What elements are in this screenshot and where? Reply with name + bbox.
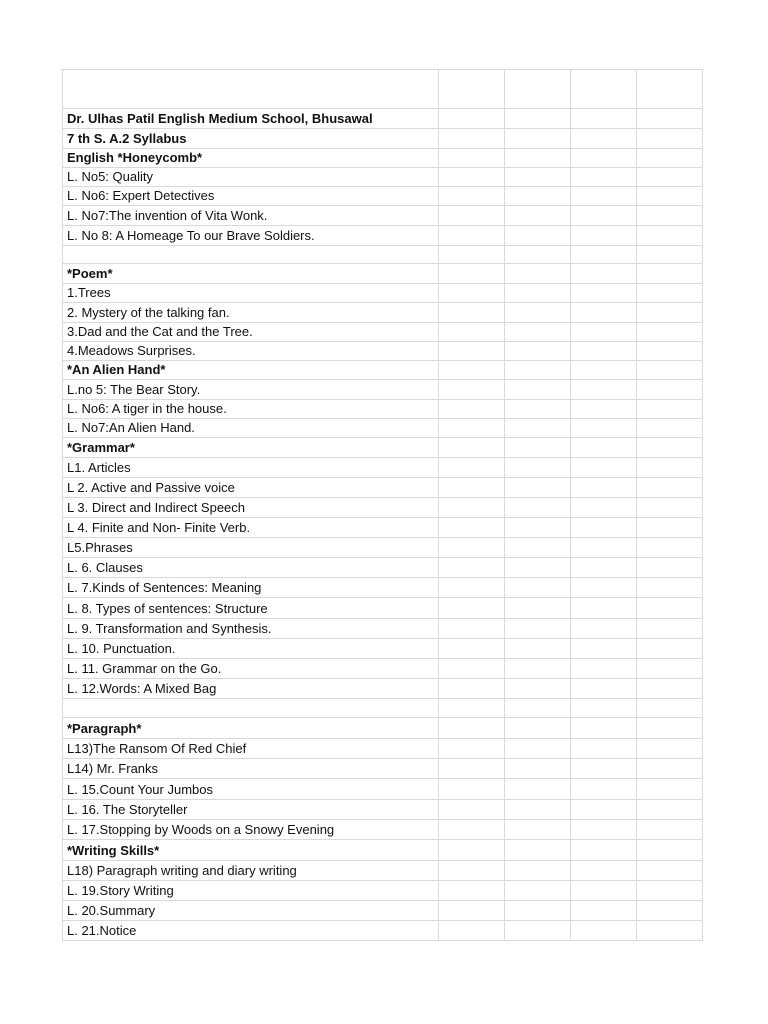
empty-cell[interactable] [439, 518, 505, 538]
empty-cell[interactable] [505, 458, 571, 478]
empty-cell[interactable] [439, 284, 505, 303]
empty-cell[interactable] [637, 129, 703, 149]
empty-cell[interactable] [637, 739, 703, 759]
empty-cell[interactable] [439, 246, 505, 264]
sheet-row [63, 380, 703, 400]
syllabus-cell[interactable]: L. No7:The invention of Vita Wonk. [63, 206, 439, 226]
syllabus-cell[interactable]: L 3. Direct and Indirect Speech [63, 498, 439, 518]
empty-cell[interactable] [571, 639, 637, 659]
sheet-row [63, 168, 703, 187]
syllabus-cell[interactable]: *Grammar* [63, 438, 439, 458]
sheet-row [63, 109, 703, 129]
syllabus-cell[interactable]: L 2. Active and Passive voice [63, 478, 439, 498]
empty-cell[interactable] [571, 226, 637, 246]
sheet-row [63, 264, 703, 284]
empty-cell[interactable] [637, 498, 703, 518]
empty-cell[interactable] [505, 498, 571, 518]
empty-cell[interactable] [637, 187, 703, 206]
empty-cell[interactable] [439, 380, 505, 400]
syllabus-cell[interactable]: L. No6: A tiger in the house. [63, 400, 439, 419]
syllabus-cell[interactable]: L14) Mr. Franks [63, 759, 439, 779]
empty-cell[interactable] [571, 284, 637, 303]
sheet-row [63, 149, 703, 168]
sheet-row [63, 419, 703, 438]
syllabus-cell[interactable]: L 4. Finite and Non- Finite Verb. [63, 518, 439, 538]
empty-cell[interactable] [571, 187, 637, 206]
empty-cell[interactable] [439, 558, 505, 578]
empty-cell[interactable] [505, 759, 571, 779]
empty-cell[interactable] [637, 820, 703, 840]
empty-cell[interactable] [637, 779, 703, 800]
empty-cell[interactable] [637, 598, 703, 619]
empty-cell[interactable] [571, 619, 637, 639]
syllabus-cell[interactable]: L. No 8: A Homeage To our Brave Soldiers. [63, 226, 439, 246]
sheet-row [63, 323, 703, 342]
sheet-row [63, 759, 703, 779]
empty-cell[interactable] [505, 718, 571, 739]
empty-cell[interactable] [439, 323, 505, 342]
empty-cell[interactable] [439, 419, 505, 438]
sheet-row [63, 342, 703, 361]
empty-cell[interactable] [505, 598, 571, 619]
empty-cell[interactable] [637, 264, 703, 284]
sheet-row [63, 458, 703, 478]
sheet-row [63, 558, 703, 578]
empty-cell[interactable] [571, 419, 637, 438]
empty-cell[interactable] [505, 800, 571, 820]
sheet-row [63, 478, 703, 498]
sheet-row [63, 881, 703, 901]
empty-cell[interactable] [571, 901, 637, 921]
sheet-row [63, 498, 703, 518]
empty-cell[interactable] [637, 70, 703, 109]
sheet-row [63, 70, 703, 109]
empty-cell[interactable] [571, 598, 637, 619]
empty-cell[interactable] [637, 458, 703, 478]
empty-cell[interactable] [637, 639, 703, 659]
sheet-row [63, 400, 703, 419]
empty-cell[interactable] [637, 558, 703, 578]
sheet-row [63, 361, 703, 380]
sheet-row [63, 538, 703, 558]
empty-cell[interactable] [637, 478, 703, 498]
syllabus-cell[interactable]: 1.Trees [63, 284, 439, 303]
syllabus-cell[interactable] [63, 246, 439, 264]
syllabus-cell[interactable]: L. 12.Words: A Mixed Bag [63, 679, 439, 699]
empty-cell[interactable] [505, 246, 571, 264]
empty-cell[interactable] [505, 659, 571, 679]
sheet-body [63, 70, 703, 941]
empty-cell[interactable] [505, 538, 571, 558]
empty-cell[interactable] [505, 901, 571, 921]
empty-cell[interactable] [571, 478, 637, 498]
empty-cell[interactable] [637, 206, 703, 226]
empty-cell[interactable] [439, 901, 505, 921]
empty-cell[interactable] [637, 438, 703, 458]
empty-cell[interactable] [439, 187, 505, 206]
sheet-row [63, 718, 703, 739]
syllabus-cell[interactable]: 7 th S. A.2 Syllabus [63, 129, 439, 149]
empty-cell[interactable] [571, 206, 637, 226]
empty-cell[interactable] [637, 659, 703, 679]
empty-cell[interactable] [571, 921, 637, 941]
sheet-row [63, 284, 703, 303]
empty-cell[interactable] [637, 246, 703, 264]
empty-cell[interactable] [439, 718, 505, 739]
syllabus-cell[interactable]: L. 15.Count Your Jumbos [63, 779, 439, 800]
empty-cell[interactable] [505, 284, 571, 303]
empty-cell[interactable] [505, 226, 571, 246]
sheet-row [63, 187, 703, 206]
empty-cell[interactable] [571, 458, 637, 478]
empty-cell[interactable] [505, 303, 571, 323]
empty-cell[interactable] [439, 538, 505, 558]
empty-cell[interactable] [505, 578, 571, 598]
empty-cell[interactable] [637, 361, 703, 380]
empty-cell[interactable] [571, 380, 637, 400]
empty-cell[interactable] [439, 400, 505, 419]
empty-cell[interactable] [637, 619, 703, 639]
sheet-row [63, 578, 703, 598]
empty-cell[interactable] [505, 187, 571, 206]
syllabus-cell[interactable]: L. 9. Transformation and Synthesis. [63, 619, 439, 639]
empty-cell[interactable] [505, 380, 571, 400]
empty-cell[interactable] [439, 129, 505, 149]
sheet-row [63, 699, 703, 718]
empty-cell[interactable] [505, 558, 571, 578]
syllabus-cell[interactable]: *Writing Skills* [63, 840, 439, 861]
empty-cell[interactable] [637, 284, 703, 303]
syllabus-cell[interactable]: L. 6. Clauses [63, 558, 439, 578]
syllabus-cell[interactable]: 2. Mystery of the talking fan. [63, 303, 439, 323]
empty-cell[interactable] [505, 699, 571, 718]
empty-cell[interactable] [439, 881, 505, 901]
empty-cell[interactable] [505, 820, 571, 840]
syllabus-cell[interactable]: *An Alien Hand* [63, 361, 439, 380]
empty-cell[interactable] [571, 303, 637, 323]
syllabus-cell[interactable]: 3.Dad and the Cat and the Tree. [63, 323, 439, 342]
empty-cell[interactable] [505, 861, 571, 881]
empty-cell[interactable] [505, 518, 571, 538]
syllabus-cell[interactable]: L. 19.Story Writing [63, 881, 439, 901]
empty-cell[interactable] [571, 861, 637, 881]
empty-cell[interactable] [571, 168, 637, 187]
empty-cell[interactable] [637, 800, 703, 820]
empty-cell[interactable] [637, 881, 703, 901]
sheet-row [63, 206, 703, 226]
empty-cell[interactable] [439, 168, 505, 187]
empty-cell[interactable] [637, 718, 703, 739]
empty-cell[interactable] [439, 361, 505, 380]
syllabus-cell[interactable] [63, 699, 439, 718]
sheet-row [63, 619, 703, 639]
empty-cell[interactable] [505, 739, 571, 759]
empty-cell[interactable] [439, 800, 505, 820]
syllabus-cell[interactable]: English *Honeycomb* [63, 149, 439, 168]
empty-cell[interactable] [439, 70, 505, 109]
empty-cell[interactable] [505, 438, 571, 458]
empty-cell[interactable] [571, 70, 637, 109]
syllabus-cell[interactable]: L. 8. Types of sentences: Structure [63, 598, 439, 619]
empty-cell[interactable] [505, 129, 571, 149]
syllabus-cell[interactable]: L. No5: Quality [63, 168, 439, 187]
syllabus-cell[interactable]: L1. Articles [63, 458, 439, 478]
empty-cell[interactable] [637, 901, 703, 921]
empty-cell[interactable] [505, 400, 571, 419]
empty-cell[interactable] [505, 149, 571, 168]
sheet-row [63, 303, 703, 323]
empty-cell[interactable] [439, 639, 505, 659]
empty-cell[interactable] [439, 679, 505, 699]
empty-cell[interactable] [637, 226, 703, 246]
empty-cell[interactable] [637, 400, 703, 419]
syllabus-cell[interactable]: L. No7:An Alien Hand. [63, 419, 439, 438]
empty-cell[interactable] [505, 109, 571, 129]
empty-cell[interactable] [505, 679, 571, 699]
empty-cell[interactable] [571, 840, 637, 861]
empty-cell[interactable] [637, 861, 703, 881]
empty-cell[interactable] [571, 246, 637, 264]
empty-cell[interactable] [439, 840, 505, 861]
syllabus-cell[interactable]: L13)The Ransom Of Red Chief [63, 739, 439, 759]
empty-cell[interactable] [571, 779, 637, 800]
sheet-row [63, 246, 703, 264]
empty-cell[interactable] [505, 206, 571, 226]
syllabus-cell[interactable]: L5.Phrases [63, 538, 439, 558]
empty-cell[interactable] [637, 538, 703, 558]
syllabus-cell[interactable] [63, 70, 439, 109]
empty-cell[interactable] [439, 478, 505, 498]
empty-cell[interactable] [571, 129, 637, 149]
empty-cell[interactable] [571, 558, 637, 578]
syllabus-cell[interactable]: Dr. Ulhas Patil English Medium School, Bhusawal [63, 109, 439, 129]
empty-cell[interactable] [439, 820, 505, 840]
sheet-row [63, 438, 703, 458]
empty-cell[interactable] [439, 458, 505, 478]
sheet-row [63, 861, 703, 881]
empty-cell[interactable] [505, 168, 571, 187]
empty-cell[interactable] [439, 438, 505, 458]
empty-cell[interactable] [439, 739, 505, 759]
empty-cell[interactable] [439, 759, 505, 779]
empty-cell[interactable] [571, 820, 637, 840]
syllabus-cell[interactable]: L. 7.Kinds of Sentences: Meaning [63, 578, 439, 598]
empty-cell[interactable] [571, 109, 637, 129]
sheet-row [63, 800, 703, 820]
empty-cell[interactable] [571, 739, 637, 759]
empty-cell[interactable] [571, 264, 637, 284]
empty-cell[interactable] [637, 109, 703, 129]
sheet-row [63, 226, 703, 246]
empty-cell[interactable] [571, 800, 637, 820]
empty-cell[interactable] [571, 881, 637, 901]
syllabus-cell[interactable]: L.no 5: The Bear Story. [63, 380, 439, 400]
empty-cell[interactable] [439, 226, 505, 246]
empty-cell[interactable] [571, 342, 637, 361]
empty-cell[interactable] [505, 342, 571, 361]
empty-cell[interactable] [505, 639, 571, 659]
empty-cell[interactable] [571, 149, 637, 168]
sheet-row [63, 659, 703, 679]
empty-cell[interactable] [571, 718, 637, 739]
syllabus-cell[interactable]: L. No6: Expert Detectives [63, 187, 439, 206]
empty-cell[interactable] [571, 323, 637, 342]
empty-cell[interactable] [571, 699, 637, 718]
sheet-row [63, 779, 703, 800]
empty-cell[interactable] [637, 342, 703, 361]
empty-cell[interactable] [439, 303, 505, 323]
empty-cell[interactable] [505, 264, 571, 284]
sheet-row [63, 739, 703, 759]
empty-cell[interactable] [571, 659, 637, 679]
empty-cell[interactable] [439, 149, 505, 168]
empty-cell[interactable] [439, 598, 505, 619]
syllabus-cell[interactable]: 4.Meadows Surprises. [63, 342, 439, 361]
empty-cell[interactable] [439, 699, 505, 718]
empty-cell[interactable] [571, 538, 637, 558]
empty-cell[interactable] [505, 70, 571, 109]
sheet-row [63, 598, 703, 619]
empty-cell[interactable] [439, 109, 505, 129]
empty-cell[interactable] [571, 438, 637, 458]
empty-cell[interactable] [637, 578, 703, 598]
sheet-row [63, 518, 703, 538]
empty-cell[interactable] [505, 840, 571, 861]
empty-cell[interactable] [505, 619, 571, 639]
empty-cell[interactable] [637, 419, 703, 438]
syllabus-cell[interactable]: L. 16. The Storyteller [63, 800, 439, 820]
empty-cell[interactable] [505, 361, 571, 380]
sheet-row [63, 901, 703, 921]
sheet-row [63, 639, 703, 659]
empty-cell[interactable] [571, 361, 637, 380]
syllabus-cell[interactable]: L. 20.Summary [63, 901, 439, 921]
empty-cell[interactable] [439, 779, 505, 800]
empty-cell[interactable] [571, 498, 637, 518]
syllabus-cell[interactable]: L. 21.Notice [63, 921, 439, 941]
empty-cell[interactable] [505, 881, 571, 901]
syllabus-cell[interactable]: L18) Paragraph writing and diary writing [63, 861, 439, 881]
empty-cell[interactable] [637, 679, 703, 699]
empty-cell[interactable] [571, 578, 637, 598]
sheet-row [63, 840, 703, 861]
empty-cell[interactable] [439, 659, 505, 679]
empty-cell[interactable] [637, 840, 703, 861]
empty-cell[interactable] [637, 699, 703, 718]
empty-cell[interactable] [637, 149, 703, 168]
empty-cell[interactable] [505, 323, 571, 342]
empty-cell[interactable] [439, 498, 505, 518]
empty-cell[interactable] [439, 206, 505, 226]
empty-cell[interactable] [637, 921, 703, 941]
empty-cell[interactable] [571, 518, 637, 538]
empty-cell[interactable] [637, 759, 703, 779]
syllabus-sheet [62, 69, 703, 941]
empty-cell[interactable] [439, 921, 505, 941]
empty-cell[interactable] [439, 578, 505, 598]
empty-cell[interactable] [439, 619, 505, 639]
sheet-row [63, 820, 703, 840]
sheet-row [63, 921, 703, 941]
empty-cell[interactable] [571, 759, 637, 779]
empty-cell[interactable] [505, 779, 571, 800]
syllabus-cell[interactable]: L. 17.Stopping by Woods on a Snowy Evening [63, 820, 439, 840]
empty-cell[interactable] [439, 342, 505, 361]
sheet-row [63, 129, 703, 149]
empty-cell[interactable] [637, 323, 703, 342]
empty-cell[interactable] [571, 400, 637, 419]
empty-cell[interactable] [439, 264, 505, 284]
empty-cell[interactable] [637, 168, 703, 187]
syllabus-cell[interactable]: *Paragraph* [63, 718, 439, 739]
empty-cell[interactable] [637, 380, 703, 400]
syllabus-cell[interactable]: L. 10. Punctuation. [63, 639, 439, 659]
empty-cell[interactable] [505, 419, 571, 438]
syllabus-cell[interactable]: *Poem* [63, 264, 439, 284]
empty-cell[interactable] [439, 861, 505, 881]
empty-cell[interactable] [637, 518, 703, 538]
empty-cell[interactable] [571, 679, 637, 699]
sheet-row [63, 679, 703, 699]
empty-cell[interactable] [505, 921, 571, 941]
empty-cell[interactable] [637, 303, 703, 323]
empty-cell[interactable] [505, 478, 571, 498]
syllabus-cell[interactable]: L. 11. Grammar on the Go. [63, 659, 439, 679]
